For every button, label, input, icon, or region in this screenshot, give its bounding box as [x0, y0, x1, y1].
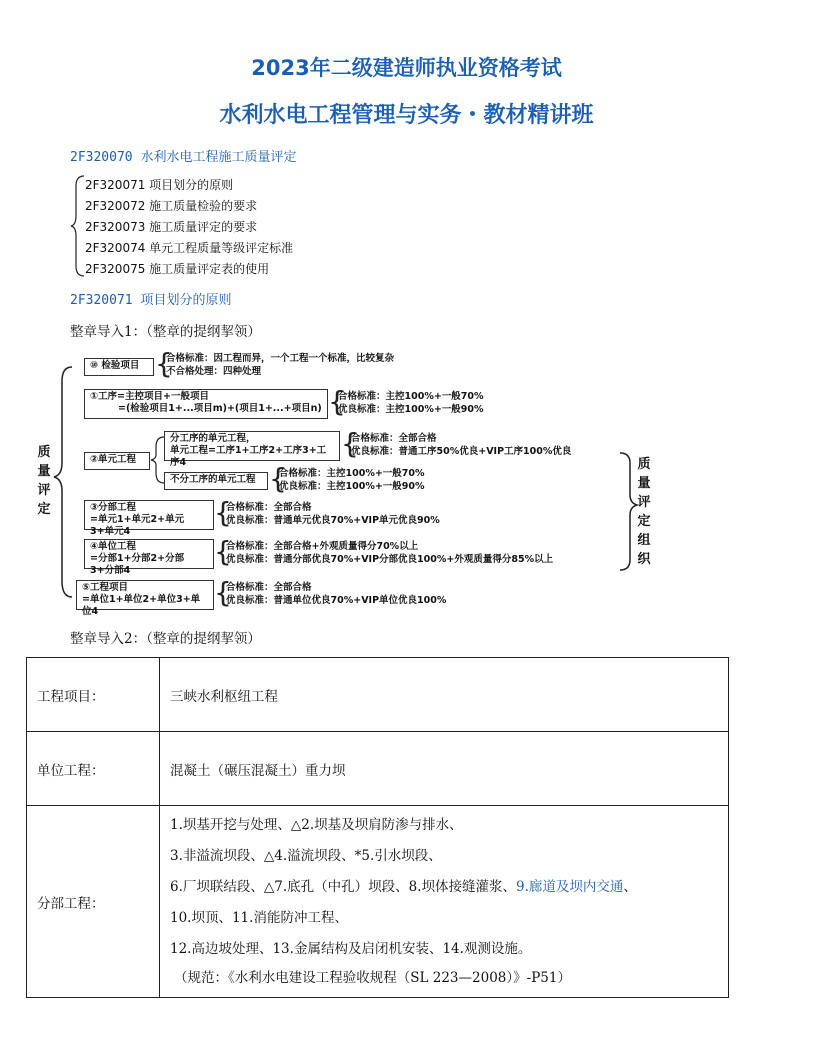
- left-vertical-label: 质量评定: [37, 445, 51, 517]
- intro-2: 整章导入2：（整章的提纲挈领）: [70, 631, 261, 647]
- process-box-line1: ①工序=主控项目+一般项目: [90, 391, 209, 402]
- chapter-item: 2F320075 施工质量评定表的使用: [85, 262, 270, 276]
- unit-split-pass: 合格标准：全部合格: [351, 433, 437, 444]
- brace-icon: {: [214, 535, 232, 568]
- quality-evaluation-diagram: [30, 345, 650, 615]
- chapter-item: 2F320073 施工质量评定的要求: [85, 220, 258, 234]
- unit-split-line2: 单元工程=工序1+工序2+工序3+工序4: [170, 445, 327, 468]
- highlighted-item: 9.廊道及坝内交通: [516, 879, 624, 895]
- document-subtitle: 水利水电工程管理与实务・教材精讲班: [219, 103, 594, 128]
- inspection-fail: 不合格处理：四种处理: [166, 366, 262, 377]
- project-box-line1: ⑤工程项目: [82, 582, 129, 593]
- process-box: [84, 389, 328, 419]
- table-cell-label: 分部工程：: [27, 806, 160, 998]
- table-cell-label: 工程项目：: [27, 658, 160, 732]
- inspection-item-box: ⑩ 检验项目: [84, 358, 154, 376]
- process-box-line2: =(检验项目1+...项目m)+(项目1+...+项目n): [118, 403, 322, 414]
- unit-project-box-line1: ④单位工程: [90, 541, 137, 552]
- division-box: [84, 500, 214, 537]
- project-box-line2: =单位1+单位2+单位3+单位4: [82, 594, 201, 617]
- brace-icon: {: [155, 347, 173, 380]
- section-title: 2F320071 项目划分的原则: [70, 293, 232, 308]
- unit-box: ②单元工程: [84, 452, 150, 470]
- process-pass: 合格标准：主控100%+一般70%: [338, 391, 484, 402]
- list-item: 3.非溢流坝段、△4.溢流坝段、*5.引水坝段、: [170, 848, 442, 864]
- chapter-item: 2F320072 施工质量检验的要求: [85, 199, 258, 213]
- list-item-punct: 、: [623, 879, 637, 895]
- division-box-line2: =单元1+单元2+单元3+单元4: [90, 514, 185, 537]
- process-good: 优良标准：主控100%+一般90%: [338, 404, 484, 415]
- reference-note: （规范：《水利水电建设工程验收规程（SL 223—2008）》-P51）: [174, 970, 571, 986]
- unit-project-pass: 合格标准：全部合格+外观质量得分70%以上: [226, 541, 419, 552]
- table-row: [27, 732, 729, 806]
- project-box: [76, 580, 214, 617]
- brace-icon: {: [214, 496, 232, 529]
- division-good: 优良标准：普通单元优良70%+VIP单元优良90%: [226, 515, 440, 526]
- division-list: [160, 806, 729, 998]
- project-good: 优良标准：普通单位优良70%+VIP单位优良100%: [226, 595, 447, 606]
- inspection-pass: 合格标准：因工程而异，一个工程一个标准，比较复杂: [166, 353, 395, 364]
- brace-icon: {: [269, 462, 287, 495]
- unit-split-box: [164, 431, 340, 468]
- right-vertical-label: 质量评定组织: [637, 457, 651, 567]
- list-item: 10.坝顶、11.消能防冲工程、: [170, 910, 348, 926]
- chapter-title: 2F320070 水利水电工程施工质量评定: [70, 150, 297, 165]
- chapter-item: 2F320074 单元工程质量等级评定标准: [85, 241, 294, 255]
- unit-project-box: [84, 539, 214, 576]
- table-cell-value: 三峡水利枢纽工程: [160, 658, 729, 732]
- unit-project-box-line2: =分部1+分部2+分部3+分部4: [90, 553, 185, 576]
- unit-nosplit-pass: 合格标准：主控100%+一般70%: [279, 468, 425, 479]
- unit-nosplit-box: 不分工序的单元工程: [164, 472, 268, 490]
- list-item: 12.高边坡处理、13.金属结构及启闭机安装、14.观测设施。: [170, 941, 532, 957]
- table-row: [27, 806, 729, 998]
- list-item: 1.坝基开挖与处理、△2.坝基及坝肩防渗与排水、: [170, 817, 463, 833]
- table-cell-label: 单位工程：: [27, 732, 160, 806]
- chapter-item: 2F320071 项目划分的原则: [85, 178, 234, 192]
- unit-split-good: 优良标准：普通工序50%优良+VIP工序100%优良: [351, 446, 572, 457]
- brace-icon: {: [328, 385, 346, 418]
- list-item-text: 6.厂坝联结段、△7.底孔（中孔）坝段、8.坝体接缝灌浆、: [170, 879, 517, 895]
- table-cell-value: 混凝土（碾压混凝土）重力坝: [160, 732, 729, 806]
- project-division-table: [26, 657, 729, 998]
- intro-1: 整章导入1：（整章的提纲挈领）: [70, 324, 261, 340]
- project-pass: 合格标准：全部合格: [226, 582, 312, 593]
- brace-icon: {: [214, 576, 232, 609]
- document-title: 2023年二级建造师执业资格考试: [251, 56, 562, 80]
- division-pass: 合格标准：全部合格: [226, 502, 312, 513]
- brace-icon: [70, 174, 86, 278]
- brace-icon: {: [341, 427, 359, 460]
- unit-nosplit-good: 优良标准：主控100%+一般90%: [279, 481, 425, 492]
- list-item: [170, 872, 727, 903]
- division-box-line1: ③分部工程: [90, 502, 137, 513]
- table-row: [27, 658, 729, 732]
- unit-split-line1: 分工序的单元工程，: [170, 433, 256, 444]
- unit-project-good: 优良标准：普通分部优良70%+VIP分部优良100%+外观质量得分85%以上: [226, 554, 554, 565]
